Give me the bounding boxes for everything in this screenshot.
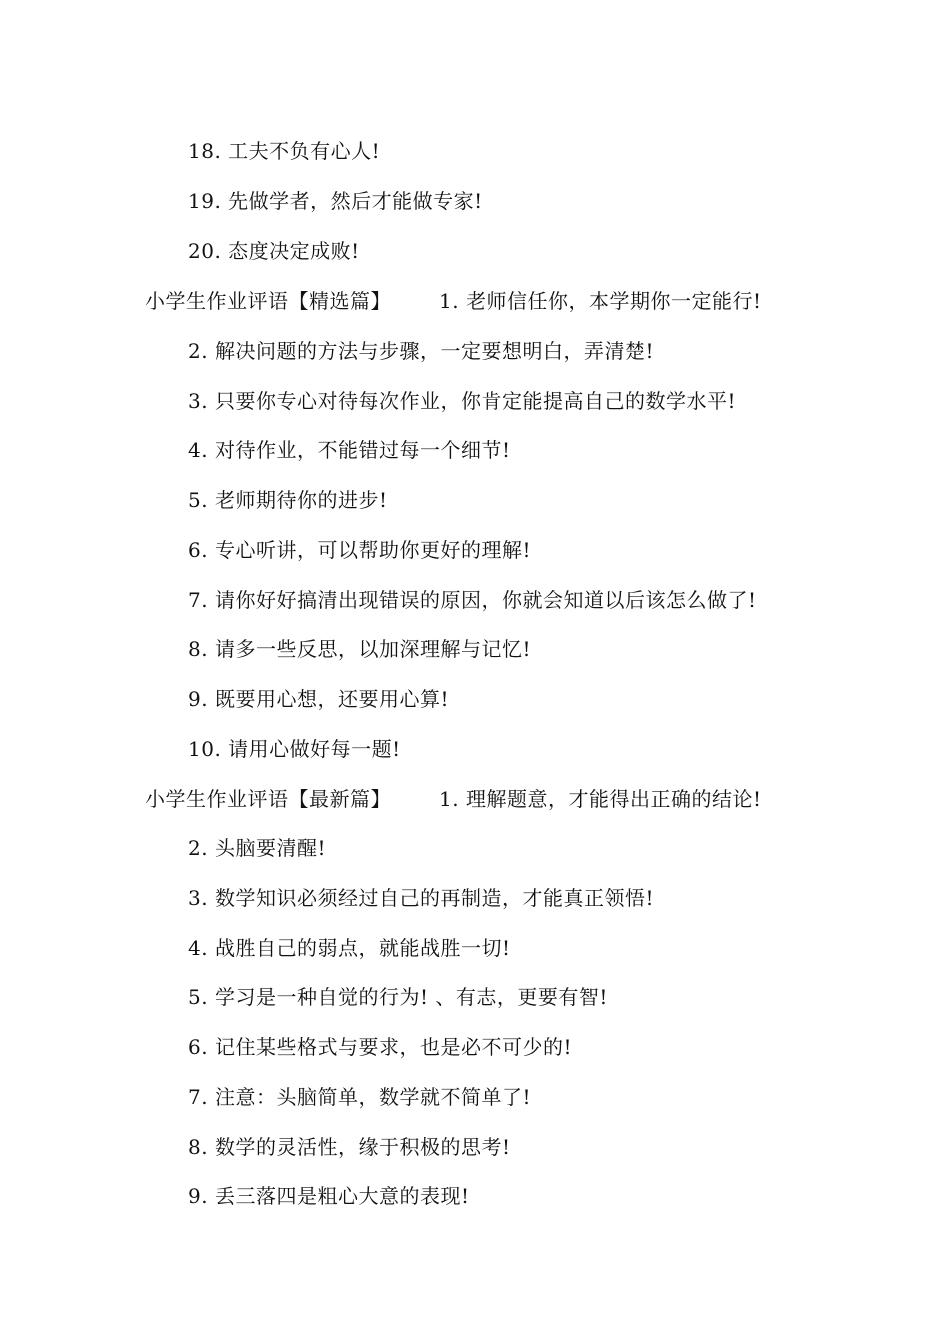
section-heading-line	[145, 287, 761, 315]
section-heading: 小学生作业评语【精选篇】	[145, 289, 391, 313]
list-item: 2. 头脑要清醒!	[188, 836, 326, 860]
list-item: 4. 战胜自己的弱点，就能战胜一切!	[188, 936, 511, 960]
section-heading-line	[145, 785, 761, 813]
list-item: 6. 记住某些格式与要求，也是必不可少的!	[188, 1035, 572, 1059]
list-item: 7. 请你好好搞清出现错误的原因，你就会知道以后该怎么做了!	[188, 588, 757, 612]
list-item: 4. 对待作业，不能错过每一个细节!	[188, 438, 511, 462]
list-item: 5. 老师期待你的进步!	[188, 488, 388, 512]
list-item: 9. 既要用心想，还要用心算!	[188, 687, 449, 711]
list-item: 20. 态度决定成败!	[188, 239, 360, 263]
list-item: 7. 注意：头脑简单，数学就不简单了!	[188, 1085, 531, 1109]
list-item: 1. 理解题意，才能得出正确的结论!	[439, 787, 762, 811]
list-item: 8. 请多一些反思，以加深理解与记忆!	[188, 637, 531, 661]
list-item: 2. 解决问题的方法与步骤，一定要想明白，弄清楚!	[188, 339, 654, 363]
list-item: 19. 先做学者，然后才能做专家!	[188, 189, 483, 213]
section-heading: 小学生作业评语【最新篇】	[145, 787, 391, 811]
list-item: 9. 丢三落四是粗心大意的表现!	[188, 1184, 470, 1208]
list-item: 6. 专心听讲，可以帮助你更好的理解!	[188, 538, 531, 562]
list-item: 5. 学习是一种自觉的行为! 、有志，更要有智!	[188, 985, 608, 1009]
list-item: 1. 老师信任你，本学期你一定能行!	[439, 289, 762, 313]
list-item: 3. 数学知识必须经过自己的再制造，才能真正领悟!	[188, 886, 654, 910]
list-item: 3. 只要你专心对待每次作业，你肯定能提高自己的数学水平!	[188, 389, 736, 413]
list-item: 8. 数学的灵活性，缘于积极的思考!	[188, 1135, 511, 1159]
list-item: 18. 工夫不负有心人!	[188, 139, 381, 163]
list-item: 10. 请用心做好每一题!	[188, 737, 401, 761]
